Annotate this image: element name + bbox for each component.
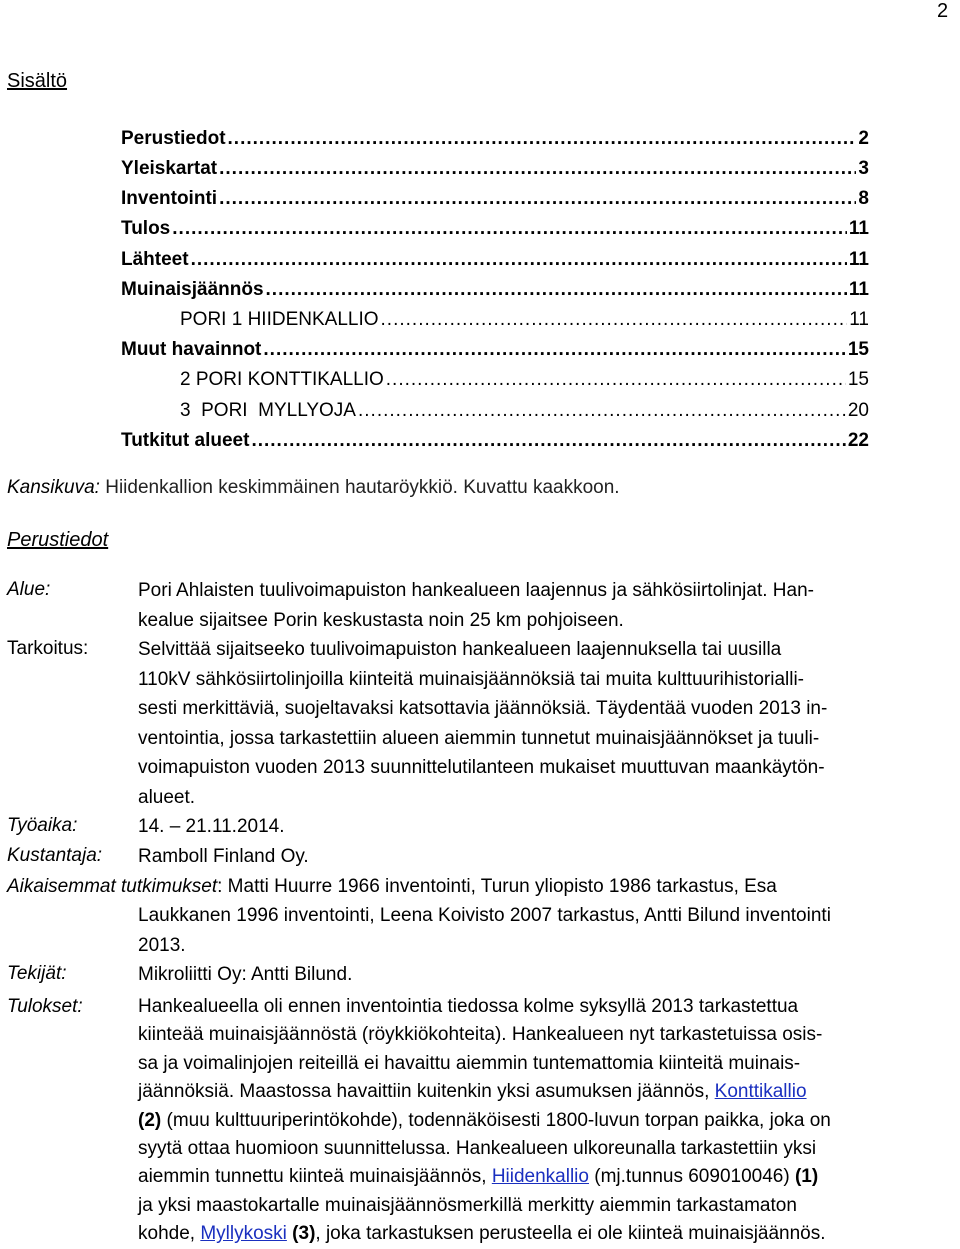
hiidenkallio-link[interactable]: Hiidenkallio	[491, 1166, 589, 1188]
aikaisemmat-tutkimukset	[7, 872, 952, 902]
toc-entry-page: 11	[848, 249, 869, 270]
toc-entry-yleiskartat[interactable]	[121, 158, 869, 188]
toc-entry-page: 15	[847, 339, 869, 360]
toc-entry-text: Tulos	[121, 218, 171, 239]
aikaisemmat-line: : Matti Huurre 1966 inventointi, Turun yliopisto 1986 tarkastus, Esa	[217, 876, 777, 897]
toc-entry-inventointi[interactable]	[121, 188, 869, 218]
tyoaika-label: Työaika:	[7, 815, 78, 836]
alue-value	[138, 576, 950, 635]
aikaisemmat-line: 2013.	[138, 934, 186, 956]
tulokset-line: kohde, Myllykoski (3), joka tarkastuksen perusteella ei ole kiinteä muinaisjäännös.	[138, 1223, 826, 1245]
tarkoitus-line: 110kV sähkösiirtolinjoilla kiinteitä muinaisjäännöksiä tai muita kulttuurihistorialli-	[138, 668, 805, 690]
tarkoitus-line: sesti merkittäviä, suojeltavaksi katsottavia jäännöksiä. Täydentää vuoden 2013 in-	[138, 698, 828, 719]
tulokset-label: Tulokset:	[7, 996, 83, 1017]
kustantaja-label: Kustantaja:	[7, 845, 103, 866]
toc-entry-text: Muinaisjäännös	[121, 279, 264, 300]
tulokset-line: Hankealueella oli ennen inventointia tiedossa kolme syksyllä 2013 tarkastettua	[138, 996, 799, 1017]
toc-entry-tulos[interactable]	[121, 218, 869, 248]
tulokset-line: kiinteää muinaisjäännöstä (röykkiökohteita). Hankealueen nyt tarkastetuissa osis-	[138, 1024, 823, 1046]
aikaisemmat-line: Laukkanen 1996 inventointi, Leena Koivisto 2007 tarkastus, Antti Bilund inventointi	[138, 905, 831, 926]
toc-entry-page: 11	[848, 279, 869, 300]
tulokset-line: syytä ottaa huomioon suunnittelussa. Hankealueen ulkoreunalla tarkastettiin yksi	[138, 1138, 817, 1160]
tarkoitus-label: Tarkoitus:	[7, 638, 89, 659]
cover-caption	[7, 477, 620, 499]
tulokset-value	[138, 993, 950, 1249]
toc-entry-page: 11	[849, 309, 869, 330]
aikaisemmat-label: Aikaisemmat tutkimukset	[7, 876, 218, 897]
toc-entry-text: Tutkitut alueet	[121, 430, 250, 451]
toc-entry-text: 3 PORI MYLLYOJA	[180, 400, 356, 421]
toc-entry-text: Perustiedot	[121, 128, 226, 149]
toc-entry-text: Inventointi	[121, 188, 218, 209]
toc-entry-text: Yleiskartat	[121, 158, 218, 179]
tarkoitus-line: Selvittää sijaitseeko tuulivoimapuiston hankealueen laajennuksella tai uusilla	[138, 639, 782, 660]
tulokset-line: (2) (muu kulttuuriperintökohde), todennäköisesti 1800-luvun torpan paikka, joka on	[138, 1109, 831, 1131]
alue-line: Pori Ahlaisten tuulivoimapuiston hankealueen laajennus ja sähkösiirtolinjat. Han-	[138, 580, 814, 601]
section-heading-perustiedot: Perustiedot	[7, 529, 109, 551]
toc-entry-muinaisjaannos[interactable]	[121, 279, 869, 309]
aikaisemmat-value	[138, 901, 950, 960]
page-number: 2	[937, 0, 949, 22]
toc-entry-tutkitut-alueet[interactable]	[121, 430, 869, 460]
toc-entry-hiidenkallio[interactable]	[180, 309, 869, 339]
tarkoitus-line: alueet.	[138, 786, 196, 808]
konttikallio-link[interactable]: Konttikallio	[714, 1081, 807, 1103]
cover-caption-text: Hiidenkallion keskimmäinen hautaröykkiö. Kuvattu kaakkoon.	[105, 477, 620, 498]
alue-label: Alue:	[7, 579, 51, 600]
tekijat-value: Mikroliitti Oy: Antti Bilund.	[138, 964, 353, 985]
toc-entry-text: 2 PORI KONTTIKALLIO	[180, 369, 384, 390]
toc-entry-page: 8	[858, 188, 869, 209]
toc-title[interactable]: Sisältö	[7, 70, 68, 92]
toc-entry-page: 15	[847, 369, 869, 390]
toc-entry-text: PORI 1 HIIDENKALLIO	[180, 309, 379, 330]
alue-line: kealue sijaitsee Porin keskustasta noin 25 km pohjoiseen.	[138, 609, 624, 631]
tarkoitus-line: voimapuiston vuoden 2013 suunnittelutilanteen mukaiset muuttuvan maankäytön-	[138, 757, 825, 778]
toc-entry-page: 11	[848, 218, 869, 239]
toc-entry-myllyoja[interactable]	[180, 400, 869, 430]
toc-entry-lahteet[interactable]	[121, 249, 869, 279]
tarkoitus-value	[138, 635, 950, 812]
tekijat-label: Tekijät:	[7, 963, 67, 984]
toc-entry-text: Lähteet	[121, 249, 189, 270]
myllykoski-link[interactable]: Myllykoski	[200, 1223, 287, 1245]
toc-entry-page: 20	[847, 400, 869, 421]
toc-entry-konttikallio[interactable]	[180, 369, 869, 399]
tulokset-line: jäännöksiä. Maastossa havaittiin kuitenkin yksi asumuksen jäännös, Konttikallio	[138, 1081, 807, 1103]
tarkoitus-line: ventointia, jossa tarkastettiin alueen aiemmin tunnetut muinaisjäännökset ja tuuli-	[138, 727, 820, 749]
kustantaja-value: Ramboll Finland Oy.	[138, 846, 309, 867]
toc-entry-muut-havainnot[interactable]	[121, 339, 869, 369]
toc-entry-text: Muut havainnot	[121, 339, 262, 360]
toc-entry-page: 3	[858, 158, 869, 179]
tyoaika-value: 14. – 21.11.2014.	[138, 816, 285, 837]
cover-caption-label: Kansikuva:	[7, 477, 100, 498]
toc-entry-page: 22	[847, 430, 869, 451]
tulokset-line: ja yksi maastokartalle muinaisjäännösmerkillä merkitty aiemmin tarkastamaton	[138, 1194, 797, 1216]
tulokset-line: sa ja voimalinjojen reiteillä ei havaittu aiemmin tuntemattomia kiinteitä muinais-	[138, 1052, 801, 1074]
tulokset-line: aiemmin tunnettu kiinteä muinaisjäännös, Hiidenkallio (mj.tunnus 609010046) (1)	[138, 1166, 819, 1188]
toc-entry-perustiedot[interactable]	[121, 128, 869, 158]
toc-entry-page: 2	[858, 128, 869, 149]
